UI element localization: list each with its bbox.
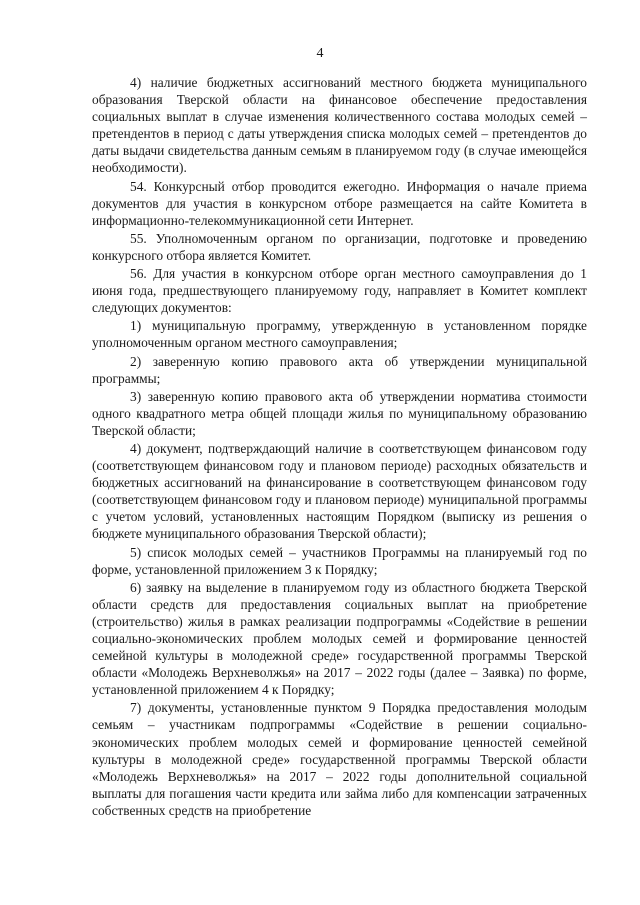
- paragraph-55-authorized-body: 55. Уполномоченным органом по организации, подготовке и проведению конкурсного отбора является Комитет.: [92, 230, 587, 263]
- paragraph-item-4-budget-allocations: 4) наличие бюджетных ассигнований местного бюджета муниципального образования Тверской области на финансовое обеспечение предоставления социальных выплат в случае изменения количественного состава молодых семей – претендентов в период с даты утверждения списка молодых семей – претендентов до даты выдачи свидетельства данным семьям в планируемом году (в случае имеющейся необходимости).: [92, 75, 587, 176]
- page-number: 4: [316, 46, 324, 61]
- paragraph-56-document-submission: 56. Для участия в конкурсном отборе орган местного самоуправления до 1 июня года, предшествующего планируемому году, направляет в Комитет комплект следующих документов:: [92, 266, 587, 316]
- list-item-5-young-families-list: 5) список молодых семей – участников Программы на планируемый год по форме, установленной приложением 3 к Порядку;: [92, 544, 587, 577]
- list-item-3-housing-cost-standard: 3) заверенную копию правового акта об утверждении норматива стоимости одного квадратного метра общей площади жилья по муниципальному образованию Тверской области;: [92, 388, 587, 438]
- list-item-1-municipal-program: 1) муниципальную программу, утвержденную в установленном порядке уполномоченным органом местного самоуправления;: [92, 318, 587, 351]
- list-item-7-established-documents: 7) документы, установленные пунктом 9 Порядка предоставления молодым семьям – участникам подпрограммы «Содействие в решении социально-экономических проблем молодых семей и формирование ценностей семейной культуры в молодежной среде» государственной программы Тверской области «Молодежь Верхневолжья» на 2017 – 2022 годы дополнительной социальной выплаты для погашения части кредита или займа либо для компенсации затраченных собственных средств на приобретение: [92, 700, 587, 818]
- list-item-4-budget-document: 4) документ, подтверждающий наличие в соответствующем финансовом году (соответствующем финансовом году и плановом периоде) расходных обязательств и бюджетных ассигнований на финансирование в соответствующем финансовом году (соответствующем финансовом году и плановом периоде) муниципальной программы с учетом условий, установленных настоящим Порядком (выписку из решения о бюджете муниципального образования Тверской области);: [92, 440, 587, 542]
- paragraph-54-competitive-selection: 54. Конкурсный отбор проводится ежегодно. Информация о начале приема документов для участия в конкурсном отборе размещается на сайте Комитета в информационно-телекоммуникационной сети Интернет.: [92, 178, 587, 228]
- list-item-2-legal-act-copy: 2) заверенную копию правового акта об утверждении муниципальной программы;: [92, 353, 587, 386]
- document-body: [92, 74, 587, 820]
- list-item-6-funding-application: 6) заявку на выделение в планируемом году из областного бюджета Тверской области средств для предоставления социальных выплат на приобретение (строительство) жилья в рамках реализации подпрограммы «Содействие в решении социально-экономических проблем молодых семей и формирование ценностей семейной культуры в молодежной среде» государственной программы Тверской области «Молодежь Верхневолжья» на 2017 – 2022 годы (далее – Заявка) по форме, установленной приложением 4 к Порядку;: [92, 579, 587, 698]
